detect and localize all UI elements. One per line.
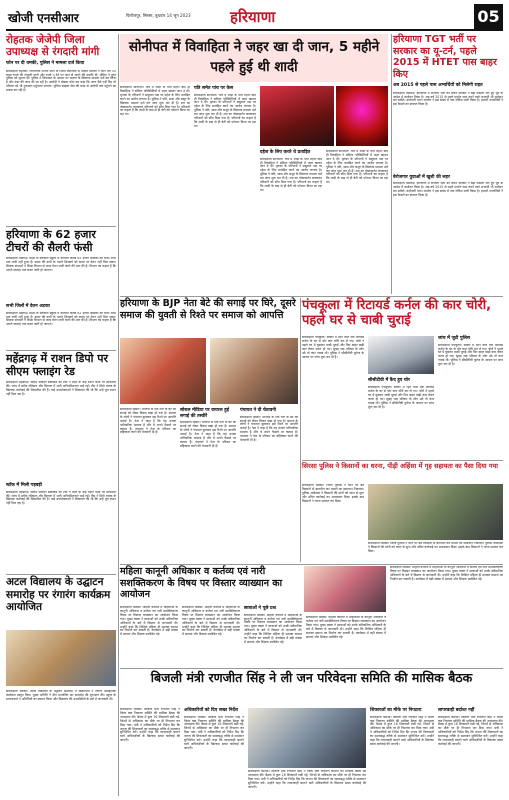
- panchkula-car-photo: [368, 336, 434, 374]
- ration-box-head: स्टॉक में मिली गड़बड़ी: [6, 483, 42, 488]
- atal-body: संवाददाता सिरसा। अटल विद्यालय के उद्घाटन समारोह में विद्यार्थियों ने रंगारंग सांस्कृतिक कार्यक्रम प्रस्तुत किए। मुख्य अतिथि ने दीप प्रज्वलित कर समारोह की शुरुआत की। स्कूल के प्रधानाचार्य ने अतिथियों का स्वागत किया और विद्यालय की उपलब्धियों के बारे में जानकारी दी।: [6, 690, 116, 701]
- lead-col2: [194, 86, 256, 294]
- salary-body-2: संवाददाता चंडीगढ़। प्रदेश के सरकारी स्कूलों में कार्यरत करीब 62 हजार शिक्षकों का वेतन अभी तक जारी नहीं हुआ है। बजट की कमी के चलते शिक्षकों को समय पर वेतन नहीं मिल सका। शिक्षक संगठनों ने शिक्षा विभाग से जल्द वेतन जारी करने की मांग की है। विभाग का कहना है कि अगले सप्ताह तक बजट जारी हो जाएगा।: [6, 311, 116, 327]
- panchkula-story: [302, 298, 503, 458]
- panchkula-headline: पंचकूला में रिटायर्ड कर्नल की कार चोरी, पहले घर से चाबी चुराई: [302, 298, 492, 328]
- dateline: फिरोजपुर, सिरसा, बुधवार 14 जून 2023: [126, 13, 191, 18]
- sirsa-police-body-a: संवाददाता सिरसा। जिला पुलिस ने धरने पर बैठे किसानों से बातचीत कर मामले का समाधान निकाला। पुलिस अधीक्षक ने किसानों की मांगों को ध्यान से सुना और उचित कार्रवाई का आश्वासन दिया। इसके बाद किसानों ने धरना समाप्त कर दिया।: [302, 484, 364, 503]
- lead-photo: [260, 86, 334, 146]
- tgt-body-2: संवाददाता चंडीगढ़। हरियाणा में टीजीटी भर्ती को लेकर सरकार ने बड़ा फैसला लेते हुए पूर्व के आदेश में संशोधन किया है। अब वर्ष 2015 से पहले एचटेट पास करने वाले अभ्यर्थी भी आवेदन कर सकेंगे। कर्मचारी चयन आयोग ने इस संबंध में नया नोटिस जारी किया है। हजारों अभ्यर्थियों ने इस फैसले का स्वागत किया है।: [393, 182, 503, 197]
- panchkula-body-a: संवाददाता पंचकूला। सेक्टर में रहने वाले एक रिटायर्ड कर्नल के घर से चोर कार चोरी कर ले गए। चोरों ने पहले घर में घुसकर चाबी चुराई और फिर बाहर खड़ी कार लेकर फरार हो गए। सुबह जब परिवार के लोग उठे तो कार गायब थी। पुलिस ने सीसीटीवी फुटेज के आधार पर जांच शुरू कर दी है।: [302, 336, 364, 359]
- bjp-col2: [180, 408, 236, 564]
- rule-right: [391, 34, 392, 294]
- ration-body-2: संवाददाता महेंद्रगढ़। सीएम फ्लाइंग स्क्वायड की टीम ने शहर के कई राशन डिपो पर छापेमारी की। जांच में स्टॉक रजिस्टर और वितरण में भारी अनियमितताएं पाई गईं। टीम ने डिपो धारक के खिलाफ कार्रवाई की सिफारिश की है। कई उपभोक्ताओं ने शिकायत की थी कि उन्हें पूरा राशन नहीं मिल रहा है।: [6, 490, 116, 506]
- salary-headline: हरियाणा के 62 हजार टीचरों की सैलरी फंसी: [6, 228, 96, 254]
- rule-h7: [302, 460, 503, 461]
- panchkula-col1: [302, 336, 364, 458]
- womens-col2: [182, 606, 240, 666]
- panchkula-body-b: संवाददाता पंचकूला। सेक्टर में रहने वाले एक रिटायर्ड कर्नल के घर से चोर कार चोरी कर ले गए। चोरों ने पहले घर में घुसकर चाबी चुराई और फिर बाहर खड़ी कार लेकर फरार हो गए। सुबह जब परिवार के लोग उठे तो कार गायब थी। पुलिस ने सीसीटीवी फुटेज के आधार पर जांच शुरू कर दी है।: [368, 386, 434, 409]
- lead-body-c: संवाददाता सोनीपत। गांव में शादी के पांच महीने बाद ही विवाहिता ने संदिग्ध परिस्थितियों में जहर खाकर जान दे दी। मृतका के परिजनों ने ससुराल पक्ष पर दहेज के लिए प्रताड़ित करने का आरोप लगाया है। पुलिस ने पति, सास और ससुर के खिलाफ मामला दर्ज कर जांच शुरू कर दी है। शव का पोस्टमार्टम करवाकर परिजनों को सौंप दिया गया है। परिजनों का कहना है कि शादी के बाद से ही बेटी को परेशान किया जा रहा था।: [260, 157, 322, 192]
- bijli-col2: [184, 708, 244, 796]
- rule-mid: [300, 298, 301, 562]
- lead-banner: [120, 34, 388, 82]
- womens-box-head: छात्राओं ने पूछे प्रश्न: [244, 606, 276, 611]
- tgt-box-head: बेरोजगार युवाओं में खुशी की लहर: [393, 174, 450, 180]
- bijli-body-d: संवाददाता सिरसा। बिजली मंत्री रणजीत सिंह ने जिला कष्ट निवारण समिति की मासिक बैठक की अध्यक्षता की। बैठक में कुल 16 शिकायतें रखी गईं, जिनमें से अधिकांश का मौके पर ही निपटारा कर दिया गया। मंत्री ने अधिकारियों को निर्देश दिए कि जनता की शिकायतों का समयबद्ध तरीके से समाधान सुनिश्चित करें। उन्होंने कहा कि लापरवाही बरतने वाले अधिकारियों के खिलाफ सख्त कार्रवाई की जाएगी।: [370, 715, 434, 746]
- bjp-body-b: संवाददाता हिसार। भाजपा के एक नेता के बेटे की सगाई को लेकर विवाद खड़ा हो गया है। समाज के लोगों ने पंचायत बुलाकर इस रिश्ते पर आपत्ति जताई है। नेता ने कहा है कि यह उनका पारिवारिक मामला है और वे अपने फैसले पर कायम हैं। पंचायत ने नेता के परिवार का बहिष्कार करने की चेतावनी दी है।: [180, 421, 236, 448]
- lead-photo-col: [120, 86, 190, 294]
- sirsa-police-col1: [302, 484, 364, 562]
- panchkula-col2: [368, 336, 434, 458]
- atal-headline: अटल विद्यालय के उद्घाटन समारोह पर रंगारंग कार्यक्रम आयोजित: [6, 576, 111, 613]
- atal-photo: [6, 630, 116, 686]
- bjp-box-head-2: पंचायत ने दी चेतावनी: [240, 408, 276, 413]
- ration-story: [6, 352, 116, 572]
- bijli-body-a: संवाददाता सिरसा। बिजली मंत्री रणजीत सिंह ने जिला कष्ट निवारण समिति की मासिक बैठक की अध्यक्षता की। बैठक में कुल 16 शिकायतें रखी गईं, जिनमें से अधिकांश का मौके पर ही निपटारा कर दिया गया। मंत्री ने अधिकारियों को निर्देश दिए कि जनता की शिकायतों का समयबद्ध तरीके से समाधान सुनिश्चित करें। उन्होंने कहा कि लापरवाही बरतने वाले अधिकारियों के खिलाफ सख्त कार्रवाई की जाएगी।: [120, 708, 180, 743]
- atal-story: [6, 576, 116, 794]
- section-title: हरियाणा: [230, 8, 276, 26]
- womens-body-c: संवाददाता सिरसा। महिला कॉलेज में महिलाओं के कानूनी अधिकार व कर्तव्य एवं नारी सशक्तिकरण विषय पर विस्तार व्याख्यान का आयोजन किया गया। मुख्य वक्ता ने छात्राओं को उनके संवैधानिक अधिकारों के बारे में विस्तार से जानकारी दी। उन्होंने कहा कि शिक्षित महिला ही सशक्त समाज का निर्माण कर सकती है। कार्यक्रम में बड़ी संख्या में छात्राएं और शिक्षक उपस्थित रहे।: [244, 613, 302, 644]
- bijli-photo: [248, 708, 366, 768]
- bjp-photo-2: [210, 338, 298, 404]
- tgt-story: [393, 34, 503, 294]
- womens-body-b: संवाददाता सिरसा। महिला कॉलेज में महिलाओं के कानूनी अधिकार व कर्तव्य एवं नारी सशक्तिकरण विषय पर विस्तार व्याख्यान का आयोजन किया गया। मुख्य वक्ता ने छात्राओं को उनके संवैधानिक अधिकारों के बारे में विस्तार से जानकारी दी। उन्होंने कहा कि शिक्षित महिला ही सशक्त समाज का निर्माण कर सकती है। कार्यक्रम में बड़ी संख्या में छात्राएं और शिक्षक उपस्थित रहे।: [182, 606, 240, 637]
- bijli-box-head-2: शिकायतों का मौके पर निपटारा: [370, 708, 422, 713]
- lead-box-head-2: दहेज के लिए करते थे प्रताड़ित: [260, 150, 311, 155]
- womens-col3: [244, 606, 302, 666]
- bijli-story: [120, 670, 503, 796]
- bijli-box-head: अधिकारियों को दिए सख्त निर्देश: [184, 708, 239, 713]
- tgt-subhead: अब 2015 से पहले पास अभ्यर्थियों को मिलेगी राहत: [393, 83, 483, 88]
- bjp-photo-1: [120, 338, 206, 404]
- tgt-headline: हरियाणा TGT भर्ती पर सरकार का यू-टर्न, पहले 2015 में HTET पास बाहर किए: [393, 34, 497, 80]
- bijli-col4: [370, 708, 434, 796]
- rule-h6: [6, 574, 116, 575]
- lead-headline: सोनीपत में विवाहिता ने जहर खा दी जान, 5 महीने पहले हुई थी शादी: [128, 39, 380, 75]
- bjp-body-c: संवाददाता हिसार। भाजपा के एक नेता के बेटे की सगाई को लेकर विवाद खड़ा हो गया है। समाज के लोगों ने पंचायत बुलाकर इस रिश्ते पर आपत्ति जताई है। नेता ने कहा है कि यह उनका पारिवारिक मामला है और वे अपने फैसले पर कायम हैं। पंचायत ने नेता के परिवार का बहिष्कार करने की चेतावनी दी है।: [240, 415, 298, 443]
- rule-h1: [120, 296, 503, 297]
- sirsa-police-body-b: संवाददाता सिरसा। जिला पुलिस ने धरने पर बैठे किसानों से बातचीत कर मामले का समाधान निकाला। पुलिस अधीक्षक ने किसानों की मांगों को ध्यान से सुना और उचित कार्रवाई का आश्वासन दिया। इसके बाद किसानों ने धरना समाप्त कर दिया।: [368, 542, 503, 553]
- lead-body-d: संवाददाता सोनीपत। गांव में शादी के पांच महीने बाद ही विवाहिता ने संदिग्ध परिस्थितियों में जहर खाकर जान दे दी। मृतका के परिजनों ने ससुराल पक्ष पर दहेज के लिए प्रताड़ित करने का आरोप लगाया है। पुलिस ने पति, सास और ससुर के खिलाफ मामला दर्ज कर जांच शुरू कर दी है। शव का पोस्टमार्टम करवाकर परिजनों को सौंप दिया गया है। परिजनों का कहना है कि शादी के बाद से ही बेटी को परेशान किया जा रहा था।: [326, 150, 388, 185]
- sirsa-police-headline: सिरसा पुलिस ने किसानों का धरना, पीड़ी अहिंसा में गृह सहायता का पैसा दिया गया: [302, 462, 498, 470]
- sirsa-police-photo: [368, 484, 503, 540]
- tgt-body: संवाददाता चंडीगढ़। हरियाणा में टीजीटी भर्ती को लेकर सरकार ने बड़ा फैसला लेते हुए पूर्व के आदेश में संशोधन किया है। अब वर्ष 2015 से पहले एचटेट पास करने वाले अभ्यर्थी भी आवेदन कर सकेंगे। कर्मचारी चयन आयोग ने इस संबंध में नया नोटिस जारी किया है। हजारों अभ्यर्थियों ने इस फैसले का स्वागत किया है।: [393, 91, 503, 107]
- bjp-body-a: संवाददाता हिसार। भाजपा के एक नेता के बेटे की सगाई को लेकर विवाद खड़ा हो गया है। समाज के लोगों ने पंचायत बुलाकर इस रिश्ते पर आपत्ति जताई है। नेता ने कहा है कि यह उनका पारिवारिक मामला है और वे अपने फैसले पर कायम हैं। पंचायत ने नेता के परिवार का बहिष्कार करने की चेतावनी दी है।: [120, 408, 176, 435]
- ration-headline: महेंद्रगढ़ में राशन डिपो पर सीएम फ्लाइंग रेड: [6, 352, 109, 378]
- panchkula-col3: [438, 336, 503, 458]
- womens-col5: [390, 566, 503, 666]
- lead-col4: [326, 150, 388, 294]
- paper-name: खोजी एनसीआर: [8, 11, 79, 25]
- lead-col3: [260, 150, 322, 294]
- bijli-col1: [120, 708, 180, 796]
- womens-photo: [304, 566, 386, 612]
- panchkula-box-head: सीसीटीवी में कैद हुए चोर: [368, 378, 410, 383]
- ration-body: संवाददाता महेंद्रगढ़। सीएम फ्लाइंग स्क्वायड की टीम ने शहर के कई राशन डिपो पर छापेमारी की। जांच में स्टॉक रजिस्टर और वितरण में भारी अनियमितताएं पाई गईं। टीम ने डिपो धारक के खिलाफ कार्रवाई की सिफारिश की है। कई उपभोक्ताओं ने शिकायत की थी कि उन्हें पूरा राशन नहीं मिल रहा है।: [6, 381, 116, 396]
- salary-story: [6, 228, 116, 348]
- page-number-box: [474, 4, 503, 29]
- rohtak-headline: रोहतक जेजेपी जिला उपाध्यक्ष से रंगदारी मांगी: [6, 34, 100, 58]
- bjp-col3: [240, 408, 298, 564]
- rule-h4: [6, 226, 116, 227]
- lead-body-a: संवाददाता सोनीपत। गांव में शादी के पांच महीने बाद ही विवाहिता ने संदिग्ध परिस्थितियों में जहर खाकर जान दे दी। मृतका के परिजनों ने ससुराल पक्ष पर दहेज के लिए प्रताड़ित करने का आरोप लगाया है। पुलिस ने पति, सास और ससुर के खिलाफ मामला दर्ज कर जांच शुरू कर दी है। शव का पोस्टमार्टम करवाकर परिजनों को सौंप दिया गया है। परिजनों का कहना है कि शादी के बाद से ही बेटी को परेशान किया जा रहा था।: [120, 86, 190, 117]
- bijli-box-head-3: लापरवाही बर्दाश्त नहीं: [438, 708, 475, 713]
- rohtak-story: [6, 34, 116, 224]
- sirsa-police-story: [302, 462, 503, 562]
- rohtak-body: संवाददाता रोहतक। जननायक जनता पार्टी के जिला उपाध्यक्ष से अज्ञात व्यक्ति ने फोन कर 50 लाख रुपये की रंगदारी मांगी और रुपये न देने पर जान से मारने की धमकी दी। पीड़ित ने तुरंत पुलिस को सूचना दी। पुलिस ने शिकायत के आधार पर अज्ञात के खिलाफ मामला दर्ज कर लिया है और नंबर की जांच की जा रही है। आरोपी ने दोबारा फोन कर कहा कि अगर पैसे नहीं दिए तो परिवार को भी नुकसान पहुंचाया जाएगा। पुलिस साइबर सेल की मदद से आरोपी तक पहुंचने का प्रयास कर रही है।: [6, 69, 116, 93]
- lead-box-head: पति समेत पांच पर केस: [194, 86, 234, 91]
- bjp-col1: [120, 408, 176, 564]
- bijli-headline: बिजली मंत्री रणजीत सिंह ने ली जन परिवेदना समिति की मासिक बैठक: [150, 670, 473, 685]
- bjp-headline: हरियाणा के BJP नेता बेटे की सगाई पर घिरे, दूसरे समाज की युवती से रिश्ते पर समाज को आपत्ति: [120, 298, 296, 321]
- rule-h5: [6, 350, 116, 351]
- page-number: 05: [477, 7, 500, 26]
- salary-box-head: सभी जिलों में वेतन अटका: [6, 304, 50, 309]
- womens-col1: [120, 606, 178, 666]
- rule-left: [118, 34, 119, 796]
- womens-body-e: संवाददाता सिरसा। महिला कॉलेज में महिलाओं के कानूनी अधिकार व कर्तव्य एवं नारी सशक्तिकरण विषय पर विस्तार व्याख्यान का आयोजन किया गया। मुख्य वक्ता ने छात्राओं को उनके संवैधानिक अधिकारों के बारे में विस्तार से जानकारी दी। उन्होंने कहा कि शिक्षित महिला ही सशक्त समाज का निर्माण कर सकती है। कार्यक्रम में बड़ी संख्या में छात्राएं और शिक्षक उपस्थित रहे।: [390, 566, 503, 581]
- rule-h2: [120, 564, 503, 565]
- rohtak-subhead: फोन पर दी धमकी, पुलिस ने मामला दर्ज किया: [6, 61, 85, 66]
- bijli-body-c: संवाददाता सिरसा। बिजली मंत्री रणजीत सिंह ने जिला कष्ट निवारण समिति की मासिक बैठक की अध्यक्षता की। बैठक में कुल 16 शिकायतें रखी गईं, जिनमें से अधिकांश का मौके पर ही निपटारा कर दिया गया। मंत्री ने अधिकारियों को निर्देश दिए कि जनता की शिकायतों का समयबद्ध तरीके से समाधान सुनिश्चित करें। उन्होंने कहा कि लापरवाही बरतने वाले अधिकारियों के खिलाफ सख्त कार्रवाई की जाएगी।: [248, 770, 366, 789]
- bijli-col5: [438, 708, 503, 796]
- bijli-body-e: संवाददाता सिरसा। बिजली मंत्री रणजीत सिंह ने जिला कष्ट निवारण समिति की मासिक बैठक की अध्यक्षता की। बैठक में कुल 16 शिकायतें रखी गईं, जिनमें से अधिकांश का मौके पर ही निपटारा कर दिया गया। मंत्री ने अधिकारियों को निर्देश दिए कि जनता की शिकायतों का समयबद्ध तरीके से समाधान सुनिश्चित करें। उन्होंने कहा कि लापरवाही बरतने वाले अधिकारियों के खिलाफ सख्त कार्रवाई की जाएगी।: [438, 715, 503, 746]
- womens-col4: [306, 616, 386, 666]
- lead-body-b: संवाददाता सोनीपत। गांव में शादी के पांच महीने बाद ही विवाहिता ने संदिग्ध परिस्थितियों में जहर खाकर जान दे दी। मृतका के परिजनों ने ससुराल पक्ष पर दहेज के लिए प्रताड़ित करने का आरोप लगाया है। पुलिस ने पति, सास और ससुर के खिलाफ मामला दर्ज कर जांच शुरू कर दी है। शव का पोस्टमार्टम करवाकर परिजनों को सौंप दिया गया है। परिजनों का कहना है कि शादी के बाद से ही बेटी को परेशान किया जा रहा था।: [194, 93, 256, 128]
- womens-story: [120, 566, 503, 666]
- lead-illustration: [336, 86, 388, 146]
- bjp-story: [120, 298, 298, 564]
- salary-body: संवाददाता चंडीगढ़। प्रदेश के सरकारी स्कूलों में कार्यरत करीब 62 हजार शिक्षकों का वेतन अभी तक जारी नहीं हुआ है। बजट की कमी के चलते शिक्षकों को समय पर वेतन नहीं मिल सका। शिक्षक संगठनों ने शिक्षा विभाग से जल्द वेतन जारी करने की मांग की है। विभाग का कहना है कि अगले सप्ताह तक बजट जारी हो जाएगा।: [6, 257, 116, 272]
- bjp-box-head: सोशल मीडिया पर वायरल हुई सगाई की तस्वीरें: [180, 408, 229, 419]
- bijli-body-b: संवाददाता सिरसा। बिजली मंत्री रणजीत सिंह ने जिला कष्ट निवारण समिति की मासिक बैठक की अध्यक्षता की। बैठक में कुल 16 शिकायतें रखी गईं, जिनमें से अधिकांश का मौके पर ही निपटारा कर दिया गया। मंत्री ने अधिकारियों को निर्देश दिए कि जनता की शिकायतों का समयबद्ध तरीके से समाधान सुनिश्चित करें। उन्होंने कहा कि लापरवाही बरतने वाले अधिकारियों के खिलाफ सख्त कार्रवाई की जाएगी।: [184, 715, 244, 750]
- masthead: [6, 4, 503, 31]
- rule-h3: [120, 668, 503, 669]
- womens-body-a: संवाददाता सिरसा। महिला कॉलेज में महिलाओं के कानूनी अधिकार व कर्तव्य एवं नारी सशक्तिकरण विषय पर विस्तार व्याख्यान का आयोजन किया गया। मुख्य वक्ता ने छात्राओं को उनके संवैधानिक अधिकारों के बारे में विस्तार से जानकारी दी। उन्होंने कहा कि शिक्षित महिला ही सशक्त समाज का निर्माण कर सकती है। कार्यक्रम में बड़ी संख्या में छात्राएं और शिक्षक उपस्थित रहे।: [120, 606, 178, 637]
- panchkula-body-c: संवाददाता पंचकूला। सेक्टर में रहने वाले एक रिटायर्ड कर्नल के घर से चोर कार चोरी कर ले गए। चोरों ने पहले घर में घुसकर चाबी चुराई और फिर बाहर खड़ी कार लेकर फरार हो गए। सुबह जब परिवार के लोग उठे तो कार गायब थी। पुलिस ने सीसीटीवी फुटेज के आधार पर जांच शुरू कर दी है।: [438, 343, 503, 367]
- panchkula-box-head-2: जांच में जुटी पुलिस: [438, 336, 470, 341]
- womens-body-d: संवाददाता सिरसा। महिला कॉलेज में महिलाओं के कानूनी अधिकार व कर्तव्य एवं नारी सशक्तिकरण विषय पर विस्तार व्याख्यान का आयोजन किया गया। मुख्य वक्ता ने छात्राओं को उनके संवैधानिक अधिकारों के बारे में विस्तार से जानकारी दी। उन्होंने कहा कि शिक्षित महिला ही सशक्त समाज का निर्माण कर सकती है। कार्यक्रम में बड़ी संख्या में छात्राएं और शिक्षक उपस्थित रहे।: [306, 616, 386, 639]
- womens-headline: महिला कानूनी अधिकार व कर्तव्य एवं नारी सशक्तिकरण के विषय पर विस्तार व्याख्यान का आयोजन: [120, 566, 283, 600]
